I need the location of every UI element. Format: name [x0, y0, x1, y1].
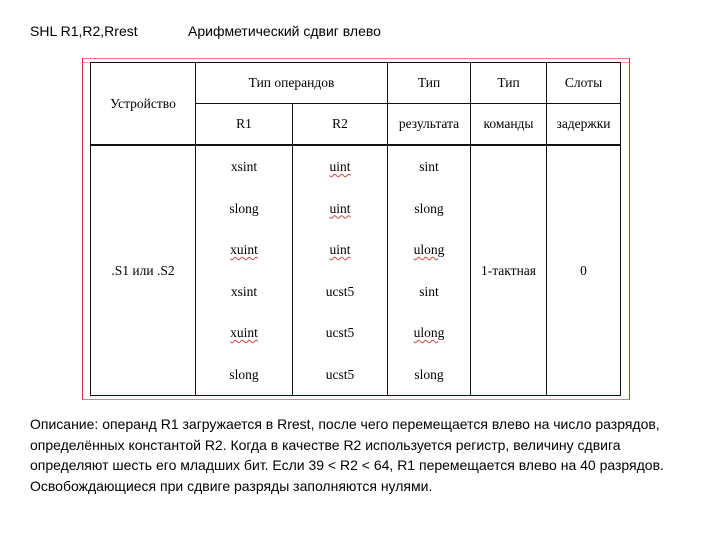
r1-value: slong: [229, 366, 259, 382]
delay-slots-cell: 0: [547, 145, 621, 396]
r2-column: [293, 145, 388, 396]
r2-value: uint: [329, 200, 351, 216]
description-text: Описание: операнд R1 загружается в Rrest, после чего перемещается влево на число разрядов, определённых константой R2. Когда в качестве R2 используется регистр, величину сдвига определяют шесть его младших бит. Если 39 < R2 < 64, R1 перемещается влево на 40 разрядов. Освобождающиеся при сдвиге разряды заполняются нулями.: [30, 416, 664, 494]
r1-column: [196, 145, 293, 396]
result-value: slong: [414, 366, 444, 382]
header-type-command: Тип: [471, 63, 547, 104]
device-cell: .S1 или .S2: [91, 145, 196, 396]
table-header-row: [91, 63, 621, 104]
instruction-title: Арифметический сдвиг влево: [188, 23, 381, 39]
result-value: sint: [419, 159, 439, 174]
result-column: [388, 145, 471, 396]
header-device: Устройство: [91, 63, 196, 146]
header-command: команды: [471, 104, 547, 146]
result-value: ulong: [413, 242, 445, 257]
command-type-cell: 1-тактная: [471, 145, 547, 396]
r2-value: ucst5: [325, 325, 355, 340]
header-type-result: Тип: [388, 63, 471, 104]
result-value: sint: [419, 283, 439, 299]
command-signature: SHL R1,R2,Rrest: [30, 23, 138, 39]
header-r2: R2: [293, 104, 388, 146]
header-result: результата: [388, 104, 471, 146]
r1-value: xsint: [230, 283, 258, 299]
r2-value: ucst5: [325, 283, 355, 299]
r2-value: ucst5: [325, 366, 355, 382]
r1-value: slong: [229, 200, 259, 216]
r1-value: xuint: [230, 325, 258, 340]
header-slots: Слоты: [547, 63, 621, 104]
r2-value: uint: [329, 159, 351, 174]
r1-value: xsint: [230, 159, 258, 174]
header-delay: задержки: [547, 104, 621, 146]
result-value: slong: [414, 200, 444, 216]
r2-value: uint: [329, 242, 351, 257]
header-operand-types: Тип операндов: [196, 63, 388, 104]
header-r1: R1: [196, 104, 293, 146]
instruction-spec-table: [90, 62, 621, 396]
r1-value: xuint: [230, 242, 258, 257]
table-body-row: [91, 145, 621, 396]
result-value: ulong: [413, 325, 445, 340]
